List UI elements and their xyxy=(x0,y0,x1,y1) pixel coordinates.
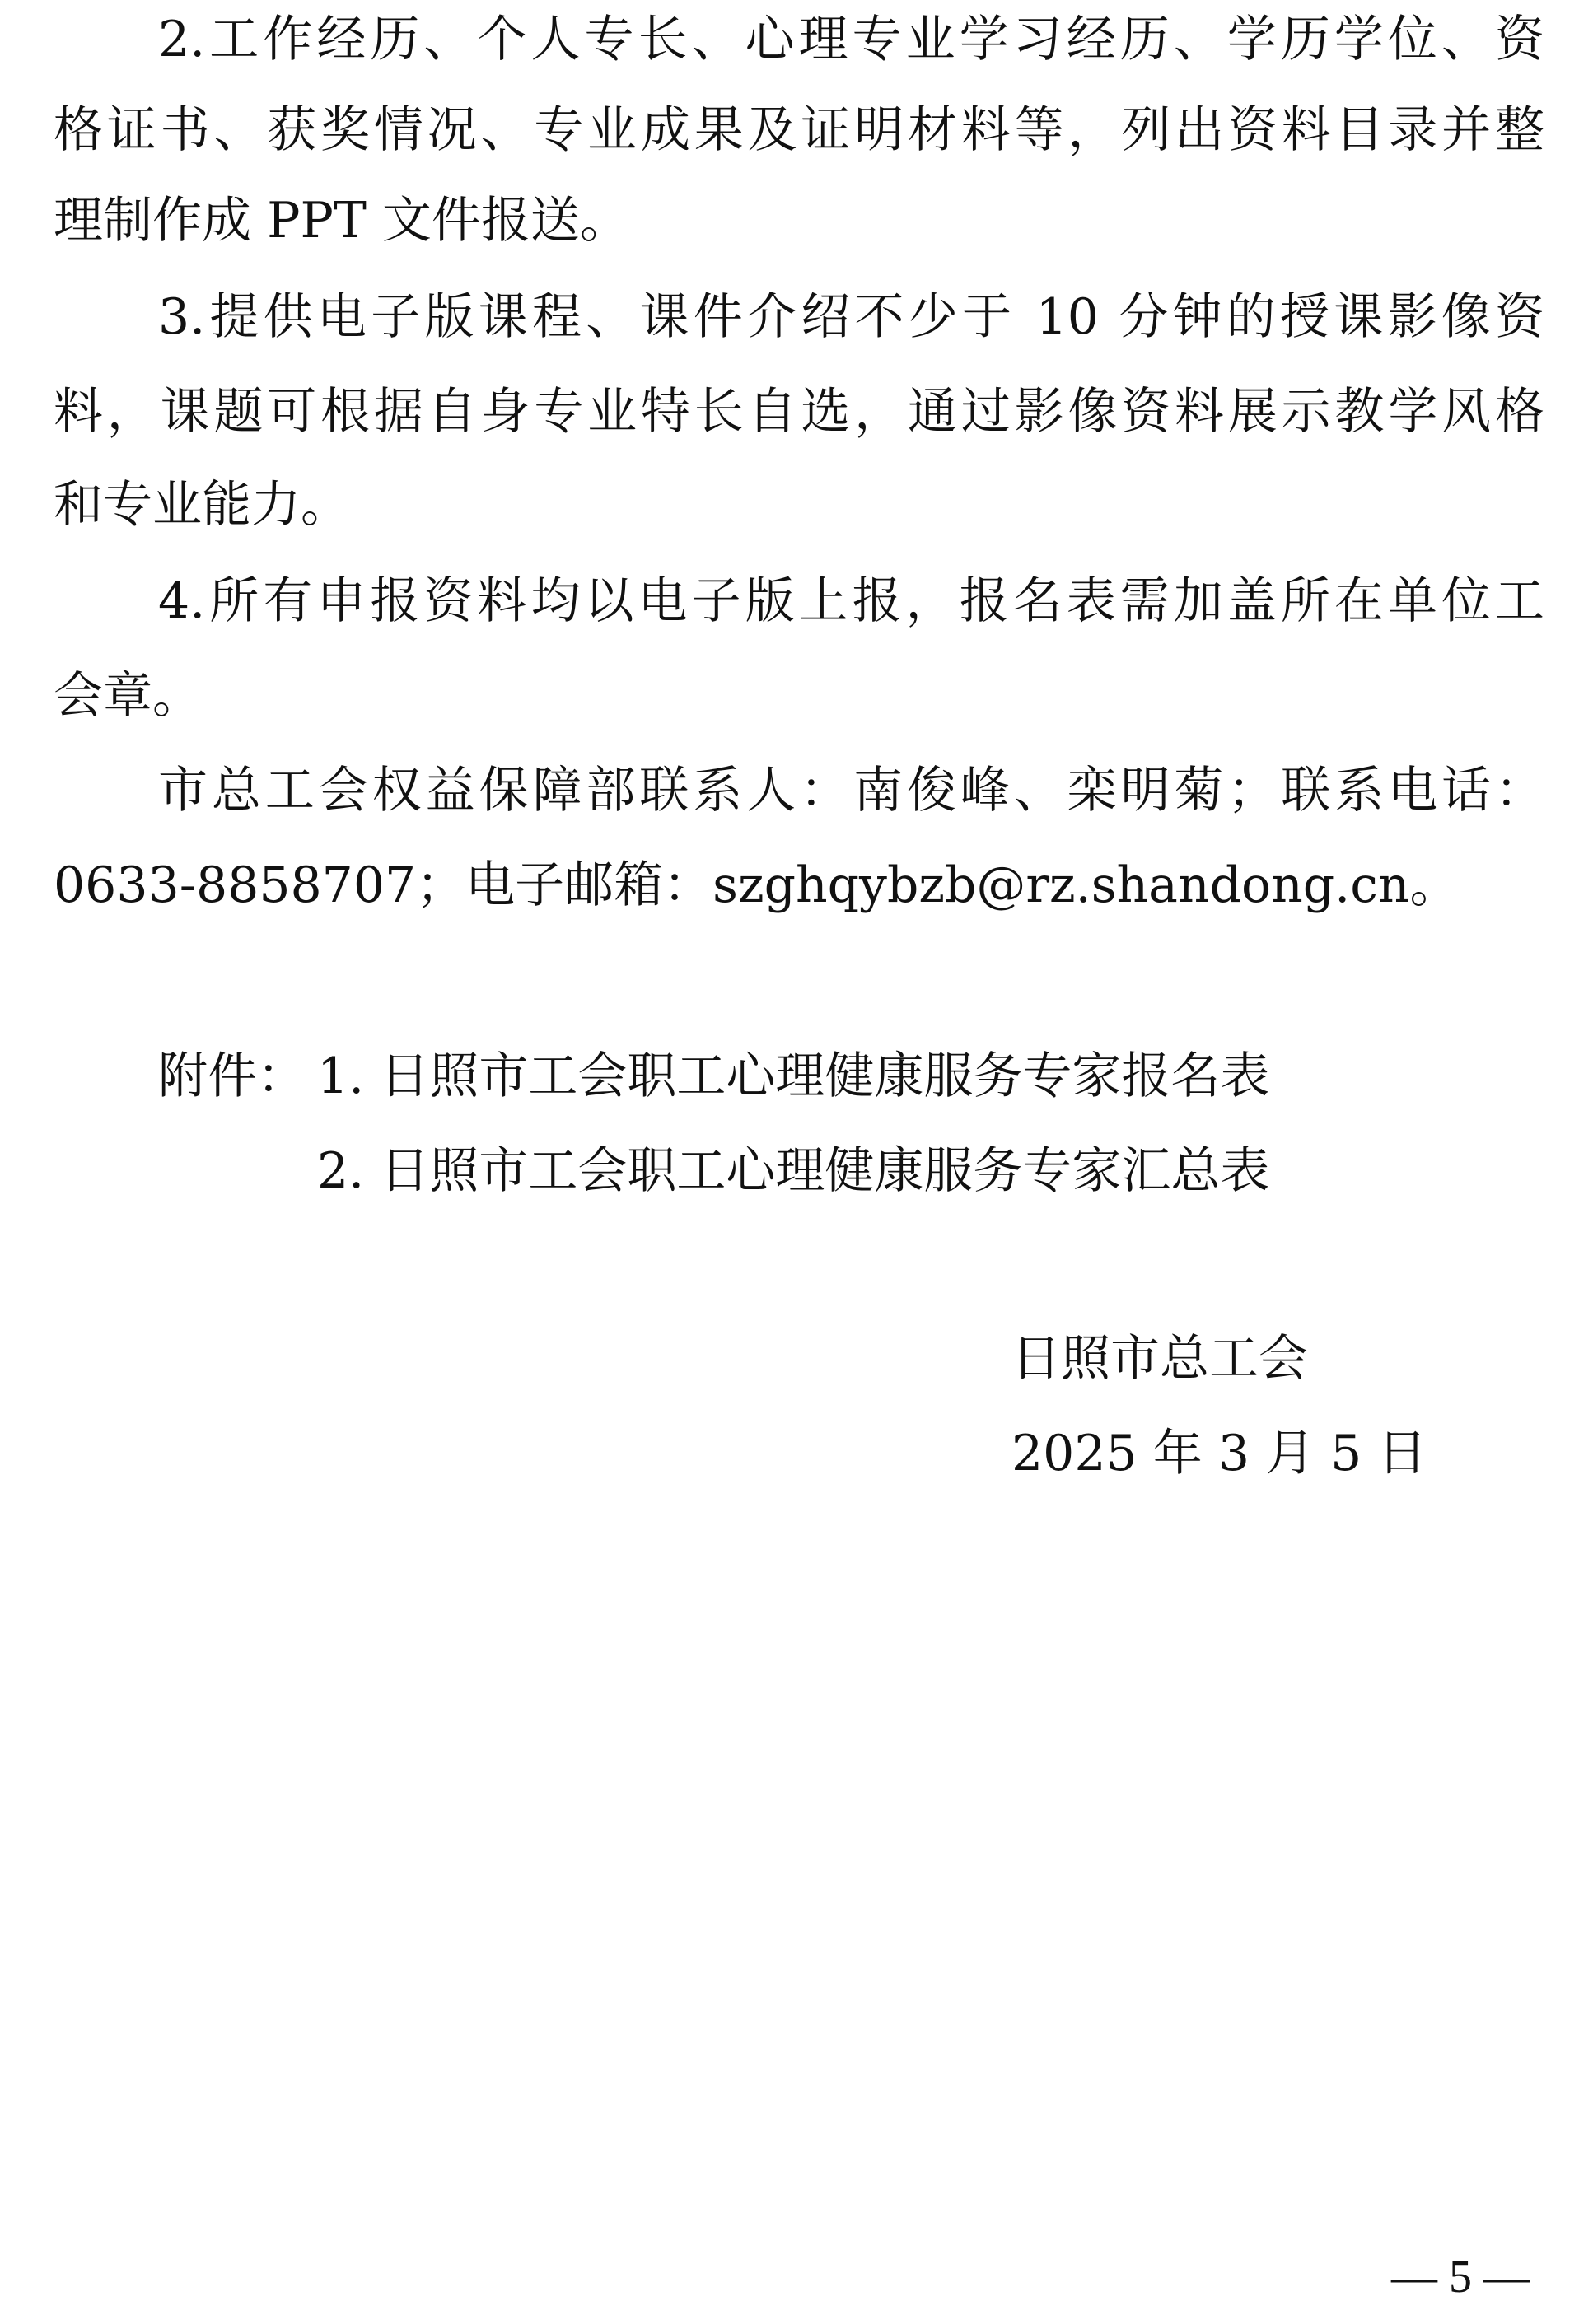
contact-line-2: 0633-8858707；电子邮箱：szghqybzb@rz.shandong.cn。 xyxy=(54,856,1460,914)
item3-line-2: 料，课题可根据自身专业特长自选，通过影像资料展示教学风格 xyxy=(54,383,1544,441)
item2-line-2: 格证书、获奖情况、专业成果及证明材料等，列出资料目录并整 xyxy=(54,101,1544,159)
item3-line-3: 和专业能力。 xyxy=(54,476,350,534)
contact-line-1: 市总工会权益保障部联系人：南俊峰、栾明菊；联系电话： xyxy=(158,762,1544,819)
attachments-label: 附件： xyxy=(158,1048,306,1105)
item2-line-3: 理制作成 PPT 文件报送。 xyxy=(54,192,629,250)
item2-line-1: 2.工作经历、个人专长、心理专业学习经历、学历学位、资 xyxy=(158,11,1544,68)
item4-line-2: 会章。 xyxy=(54,667,202,725)
signature-date: 2025 年 3 月 5 日 xyxy=(1011,1425,1427,1482)
item4-line-1: 4.所有申报资料均以电子版上报，报名表需加盖所在单位工 xyxy=(158,572,1544,630)
attachment-item-2: 2. 日照市工会职工心理健康服务专家汇总表 xyxy=(317,1142,1270,1200)
page-number: — 5 — xyxy=(1391,2252,1530,2303)
attachment-item-1: 1. 日照市工会职工心理健康服务专家报名表 xyxy=(317,1048,1270,1105)
item3-line-1: 3.提供电子版课程、课件介绍不少于 10 分钟的授课影像资 xyxy=(158,288,1544,346)
signature-org: 日照市总工会 xyxy=(1011,1330,1308,1388)
